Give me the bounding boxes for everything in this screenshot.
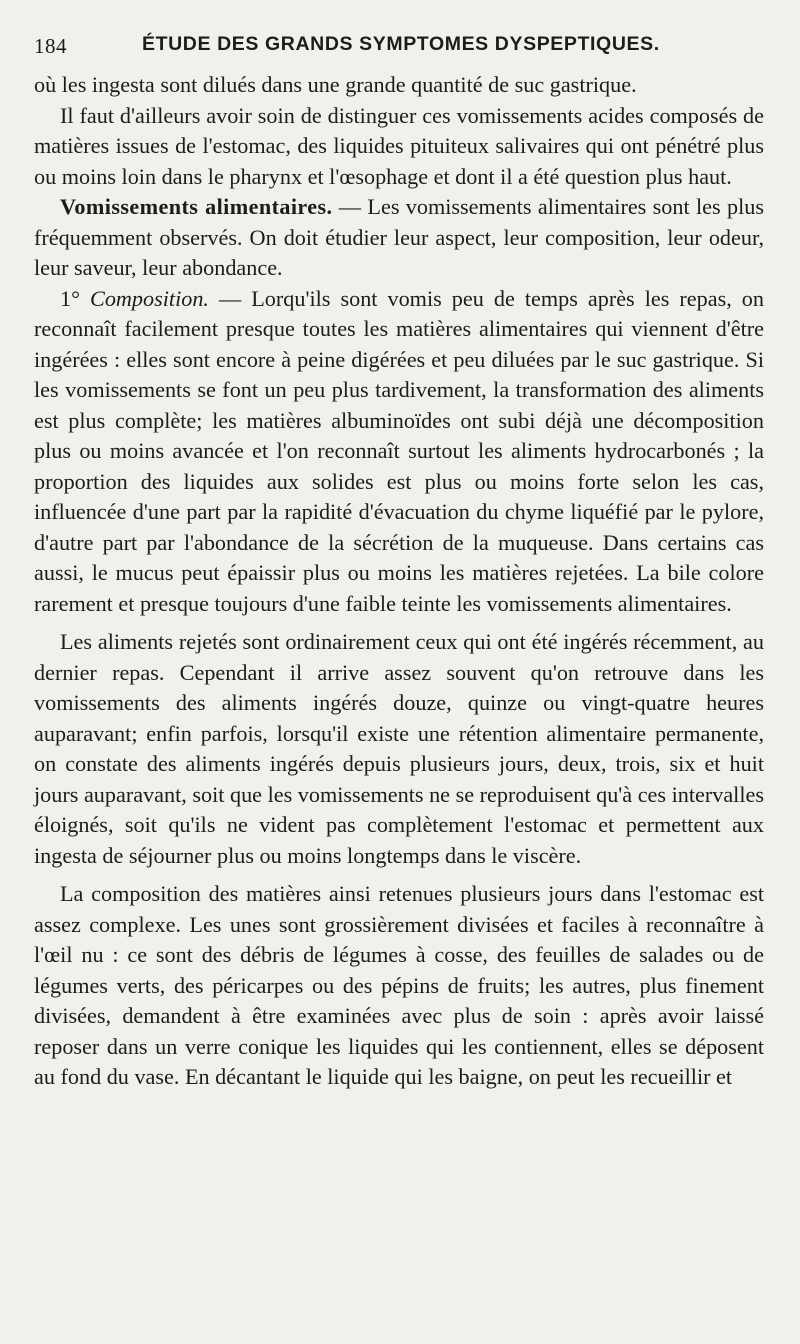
subsection-number: 1° [60,285,91,311]
paragraph-food-vomiting [34,192,764,284]
subsection-heading: Composition. [90,285,209,311]
paragraph-composition [34,284,764,620]
paragraph-retained-matter: La composition des matières ainsi retenues plusieurs jours dans l'estomac est assez complexe. Les unes sont grossièrement divisées et faciles à reconnaître à l'œil nu : ce sont des débris de légumes à cosse, des feuilles de salades ou de légumes verts, des péricarpes ou des pépins de fruits; les autres, plus finement divisées, demandent à être examinées avec plus de soin : après avoir laissé reposer dans un verre conique les liquides qui les contiennent, elles se déposent au fond du vase. En décantant le liquide qui les baigne, on peut les recueillir et [34,881,764,1089]
section-text: — Les vomissements alimentaires sont les plus fréquemment observés. On doit étudier leur aspect, leur composition, leur odeur, leur saveur, leur abondance. [34,194,764,280]
paragraph-rejected-foods: Les aliments rejetés sont ordinairement ceux qui ont été ingérés récemment, au dernier repas. Cependant il arrive assez souvent qu'on retrouve dans les vomissements des aliments ingérés douze, quinze ou vingt-quatre heures auparavant; enfin parfois, lorsqu'il existe une rétention alimentaire permanente, on constate des aliments ingérés depuis plusieurs jours, deux, trois, six et huit jours auparavant, soit que les vomissements ne se reproduisent qu'à ces intervalles éloignés, soit qu'ils ne vident pas complètement l'estomac et permettent aux ingesta de séjourner plus ou moins longtemps dans le viscère. [34,629,764,868]
page-header [34,26,766,66]
running-title: ÉTUDE DES GRANDS SYMPTOMES DYSPEPTIQUES. [142,33,660,55]
page-number: 184 [34,34,67,58]
paragraph-continuation: où les ingesta sont dilués dans une grande quantité de suc gastrique. [34,72,637,97]
paragraph-distinguish: Il faut d'ailleurs avoir soin de distinguer ces vomissements acides composés de matières issues de l'estomac, des liquides pituiteux salivaires qui ont pénétré plus ou moins loin dans le pharynx et l'œsophage et dont il a été question plus haut. [34,102,764,189]
section-heading: Vomissements alimentaires. [60,194,333,219]
subsection-text: — Lorqu'ils sont vomis peu de temps après les repas, on reconnaît facilement presque toutes les matières alimentaires qui viennent d'être ingérées : elles sont encore à peine digérées et peu diluées par le suc gastrique. Si les vomissements se font un peu plus tardivement, la transformation des aliments est plus complète; les matières albuminoïdes ont subi déjà une décomposition plus ou moins avancée et l'on reconnaît surtout les aliments hydrocarbonés ; la proportion des liquides aux solides est plus ou moins forte selon les cas, influencée d'une part par la rapidité d'évacuation du chyme liquéfié par le pylore, d'autre part par l'abondance de la sécrétion de la muqueuse. Dans certains cas aussi, le mucus peut épaissir plus ou moins les matières rejetées. La bile colore rarement et presque toujours d'une faible teinte les vomissements alimentaires. [34,285,764,616]
body-text [34,70,764,1093]
